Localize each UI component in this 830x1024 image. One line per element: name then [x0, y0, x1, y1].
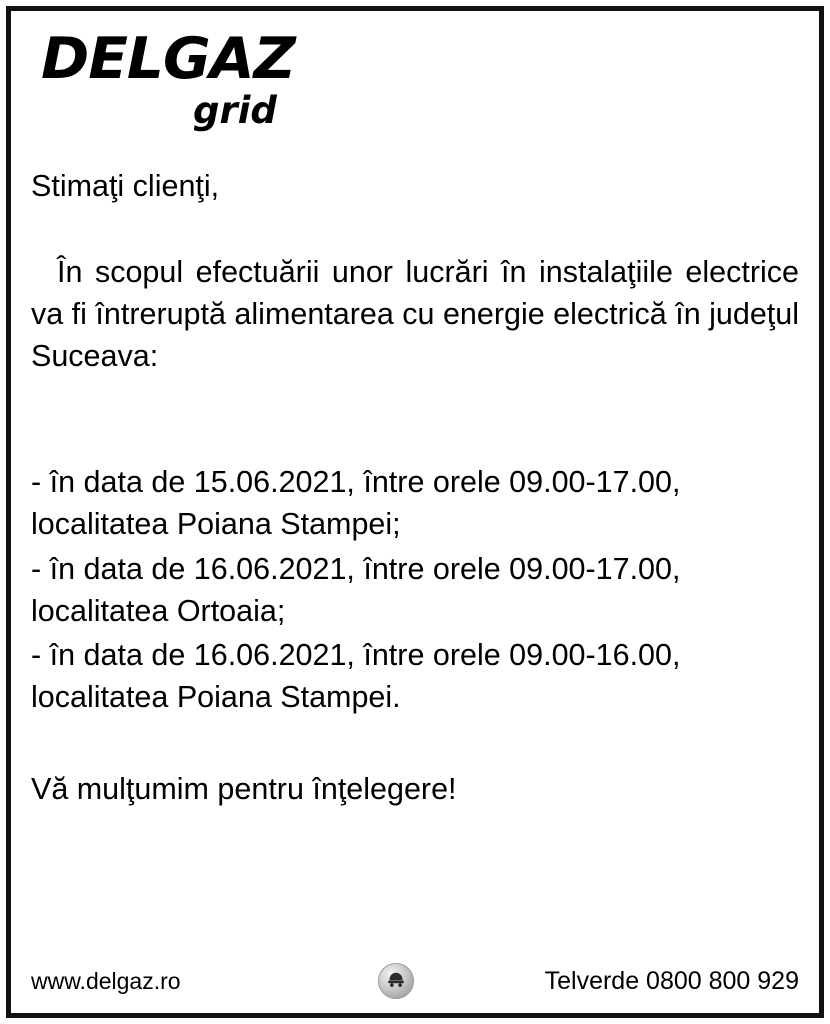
list-item: - în data de 16.06.2021, între orele 09.00-16.00, localitatea Poiana Stampei.	[31, 637, 681, 714]
notice-paragraph: În scopul efectuării unor lucrări în instalaţiile electrice va fi întreruptă alimentarea cu energie electrică în judeţul Suceava:	[31, 255, 800, 374]
page-border	[6, 6, 824, 1018]
logo-subtext: grid	[193, 89, 277, 132]
telverde-phone: Telverde 0800 800 929	[544, 966, 799, 995]
telephone-icon	[378, 963, 414, 999]
delgaz-logo	[41, 26, 799, 132]
list-item: - în data de 15.06.2021, între orele 09.00-17.00, localitatea Poiana Stampei;	[31, 465, 681, 542]
telephone-badge	[378, 963, 414, 999]
notice-body	[31, 165, 799, 810]
thanks-text: Vă mulţumim pentru înţelegere!	[31, 771, 457, 806]
list-item: - în data de 16.06.2021, între orele 09.00-17.00, localitatea Ortoaia;	[31, 551, 681, 628]
outage-list	[31, 461, 799, 717]
footer	[31, 963, 799, 999]
greeting-text: Stimaţi clienţi,	[31, 169, 220, 203]
logo-wordmark: DELGAZ	[41, 26, 295, 92]
page-content	[11, 11, 819, 1013]
website-url[interactable]: www.delgaz.ro	[31, 967, 181, 994]
